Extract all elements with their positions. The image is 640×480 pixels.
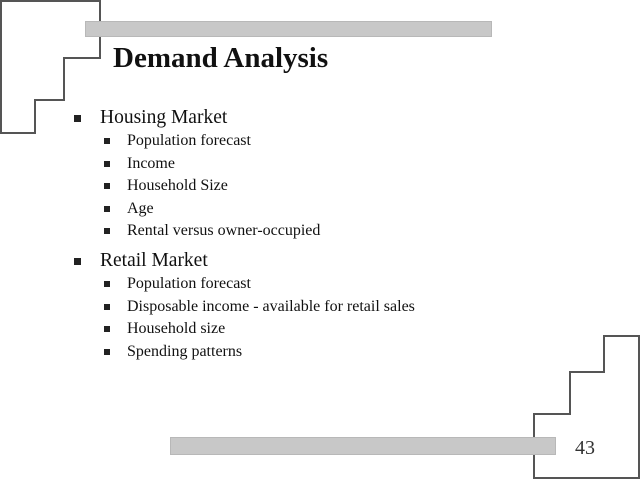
section-heading-label: Retail Market	[100, 249, 208, 271]
slide-title: Demand Analysis	[113, 42, 329, 74]
square-bullet-icon	[104, 138, 110, 144]
list-item	[72, 220, 612, 243]
list-item	[72, 296, 612, 319]
list-item	[72, 198, 612, 221]
square-bullet-icon	[104, 281, 110, 287]
square-bullet-icon	[104, 206, 110, 212]
section-heading-label: Housing Market	[100, 107, 228, 128]
list-item	[72, 175, 612, 198]
square-bullet-icon	[104, 304, 110, 310]
list-item-label: Household size	[127, 320, 226, 338]
section-heading-retail-market	[72, 249, 612, 273]
section-heading-housing-market	[72, 106, 612, 130]
top-accent-bar	[85, 21, 492, 37]
list-item-label: Age	[127, 199, 154, 217]
list-item-label: Spending patterns	[127, 342, 243, 360]
list-item-label: Household Size	[127, 177, 228, 195]
list-item	[72, 153, 612, 176]
square-bullet-icon	[104, 349, 110, 355]
square-bullet-icon	[74, 258, 81, 265]
square-bullet-icon	[104, 183, 110, 189]
bottom-accent-bar	[170, 437, 556, 455]
list-item	[72, 273, 612, 296]
list-item-label: Population forecast	[127, 132, 251, 149]
list-item-label: Income	[127, 154, 175, 172]
list-item	[72, 130, 612, 153]
list-item-label: Disposable income - available for retail sales	[127, 297, 415, 315]
square-bullet-icon	[104, 326, 110, 332]
list-item	[72, 318, 612, 341]
list-item-label: Population forecast	[127, 274, 251, 292]
square-bullet-icon	[74, 115, 81, 122]
page-number: 43	[575, 437, 595, 459]
slide-content	[72, 106, 612, 363]
square-bullet-icon	[104, 228, 110, 234]
list-item-label: Rental versus owner-occupied	[127, 222, 321, 240]
list-item	[72, 341, 612, 364]
square-bullet-icon	[104, 161, 110, 167]
